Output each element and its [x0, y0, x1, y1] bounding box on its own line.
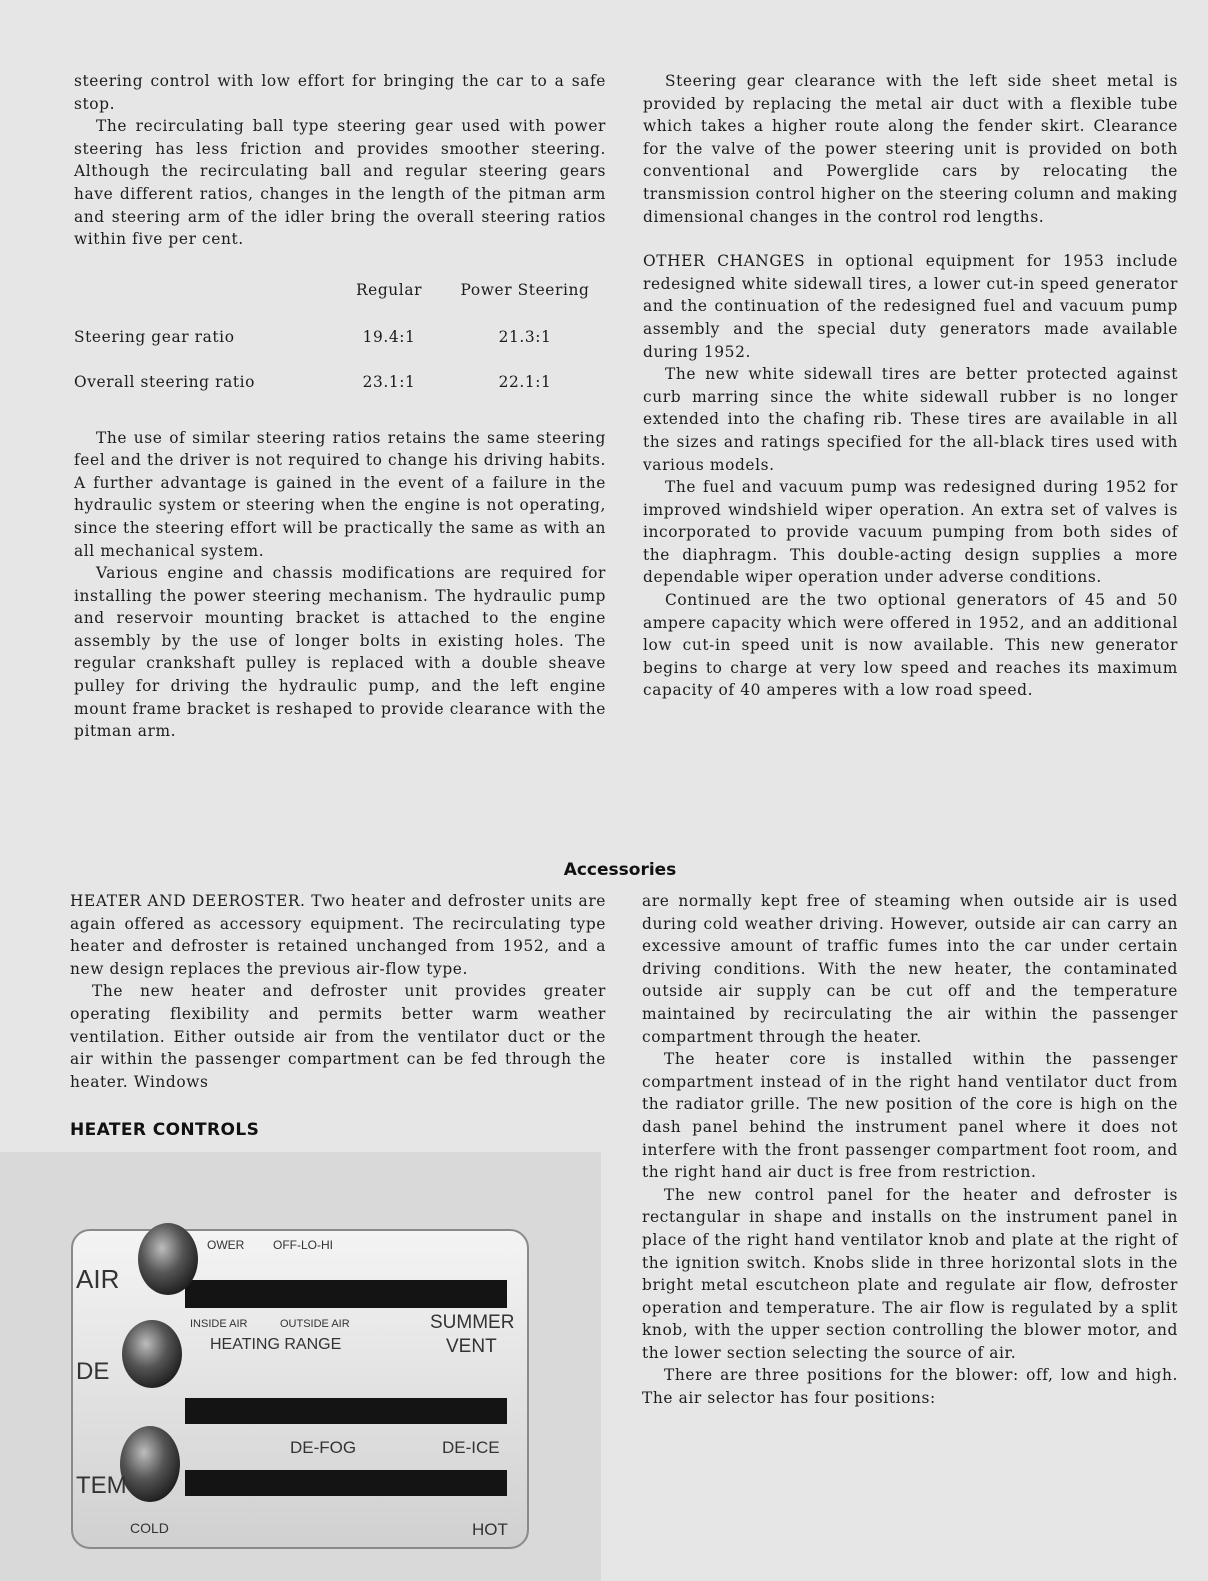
panel-label: COLD — [130, 1520, 169, 1536]
blower-knob — [138, 1223, 198, 1295]
paragraph: The recirculating ball type steering gear used with power steering has less friction and provides smoother steering. Although the recirculating ball and regular steering gears have different ratios, changes in the length of the pitman arm and steering arm of the idler bring the overall steering ratios within five per cent. — [74, 117, 606, 249]
table-header: Power Steering — [460, 280, 590, 299]
table-cell: Overall steering ratio — [74, 372, 256, 391]
temperature-slot — [185, 1470, 507, 1496]
panel-label: OFF-LO-HI — [273, 1238, 333, 1252]
panel-label: AIR — [76, 1264, 120, 1294]
panel-label: VENT — [446, 1336, 497, 1357]
table-header: Regular — [355, 280, 423, 299]
defroster-slot — [185, 1398, 507, 1424]
paragraph: The new control panel for the heater and defroster is rectangular in shape and installs on the instrument panel in place of the right hand ventilator knob and plate at the right of the ignition switch. Knobs slide in three horizontal slots in the bright metal escutcheon plate and regulate air flow, defroster operation and temperature. The air flow is regulated by a split knob, with the upper section controlling the blower motor, and the lower section selecting the source of air. — [642, 1185, 1178, 1362]
table-cell: 21.3:1 — [498, 328, 552, 347]
paragraph: The use of similar steering ratios retains the same steering feel and the driver is not required to change his driving habits. A further advantage is gained in the event of a failure in the hydraulic system or steering when the engine is not operating, since the steering effort will be practically the same as with an all mechanical system. — [74, 428, 606, 560]
air-selector-knob — [122, 1320, 182, 1388]
paragraph: There are three positions for the blower: off, low and high. The air selector has four positions: — [642, 1366, 1178, 1408]
panel-label: DE-FOG — [290, 1438, 357, 1457]
air-slot — [185, 1280, 507, 1308]
table-cell: 22.1:1 — [498, 372, 552, 391]
table-header — [74, 269, 334, 316]
table-header-row — [74, 269, 606, 316]
paragraph: The fuel and vacuum pump was redesigned during 1952 for improved windshield wiper operation. An extra set of valves is incorporated to provide vacuum pumping from both sides of the diaphragm. This double-acting design supplies a more dependable wiper operation under adverse conditions. — [643, 478, 1178, 587]
column-bottom-left — [70, 890, 606, 1093]
section-title: Accessories — [563, 860, 677, 880]
panel-label: HEATING RANGE — [210, 1336, 342, 1353]
escutcheon-plate — [72, 1230, 528, 1548]
steering-ratio-table — [74, 269, 606, 405]
column-top-left — [74, 70, 606, 743]
paragraph: Steering gear clearance with the left side sheet metal is provided by replacing the metal air duct with a flexible tube which takes a higher route along the fender skirt. Clearance for the valve of the power steering unit is provided on both conventional and Powerglide cars by relocating the transmission control higher on the steering column and making dimensional changes in the control rod lengths. — [643, 72, 1178, 226]
column-bottom-right — [642, 890, 1178, 1410]
heater-controls-photo — [0, 1152, 601, 1581]
paragraph: are normally kept free of steaming when outside air is used during cold weather driving. However, outside air can carry an excessive amount of traffic fumes into the car under certain driving conditions. With the new heater, the contaminated outside air supply can be cut off and the temperature maintained by recirculating the air within the passenger compartment through the heater. — [642, 892, 1178, 1046]
panel-label: DE — [76, 1358, 110, 1385]
table-row — [74, 315, 606, 360]
panel-label: HOT — [472, 1520, 508, 1539]
panel-label: INSIDE AIR — [190, 1318, 248, 1330]
paragraph: OTHER CHANGES in optional equipment for 1953 include redesigned white sidewall tires, a lower cut-in speed generator and the continuation of the redesigned fuel and vacuum pump assembly and the special duty generators made available during 1952. — [643, 252, 1178, 361]
paragraph: Various engine and chassis modifications are required for installing the power steering mechanism. The hydraulic pump and reservoir mounting bracket is attached to the engine assembly by the use of longer bolts in existing holes. The regular crankshaft pulley is replaced with a double sheave pulley for driving the hydraulic pump, and the left engine mount frame bracket is reshaped to provide clearance with the pitman arm. — [74, 564, 606, 741]
panel-label: DE-ICE — [442, 1438, 500, 1457]
column-top-right — [643, 70, 1178, 702]
paragraph: The new white sidewall tires are better protected against curb marring since the white sidewall rubber is no longer extended into the chafing rib. These tires are available in all the sizes and ratings specified for the all-black tires used with various models. — [643, 365, 1178, 474]
panel-label: SUMMER — [430, 1312, 515, 1333]
table-row — [74, 360, 606, 405]
paragraph: The heater core is installed within the passenger compartment instead of in the right hand ventilator duct from the radiator grille. The new position of the core is high on the dash panel behind the instrument panel where it does not interfere with the front passenger compartment foot room, and the right hand air duct is free from restriction. — [642, 1050, 1178, 1182]
paragraph: Continued are the two optional generators of 45 and 50 ampere capacity which were offered in 1952, and an additional low cut-in speed unit is now available. This new generator begins to charge at very low speed and reaches its maximum capacity of 40 amperes with a low road speed. — [643, 591, 1178, 700]
paragraph: The new heater and defroster unit provides greater operating flexibility and permits better warm weather ventilation. Either outside air from the ventilator duct or the air within the passenger compartment can be fed through the heater. Windows — [70, 982, 606, 1091]
panel-label: TEM — [76, 1472, 127, 1499]
paragraph: HEATER AND DEEROSTER. Two heater and defroster units are again offered as accessory equipment. The recirculating type heater and defroster is retained unchanged from 1952, and a new design replaces the previous air-flow type. — [70, 892, 606, 978]
table-cell: 19.4:1 — [362, 328, 416, 347]
figure-heading: HEATER CONTROLS — [70, 1120, 260, 1140]
temperature-knob — [120, 1426, 180, 1502]
panel-label: OUTSIDE AIR — [280, 1318, 350, 1330]
panel-label: OWER — [207, 1238, 245, 1252]
table-cell: Steering gear ratio — [74, 328, 235, 347]
paragraph: steering control with low effort for bringing the car to a safe stop. — [74, 72, 606, 113]
table-cell: 23.1:1 — [362, 372, 416, 391]
